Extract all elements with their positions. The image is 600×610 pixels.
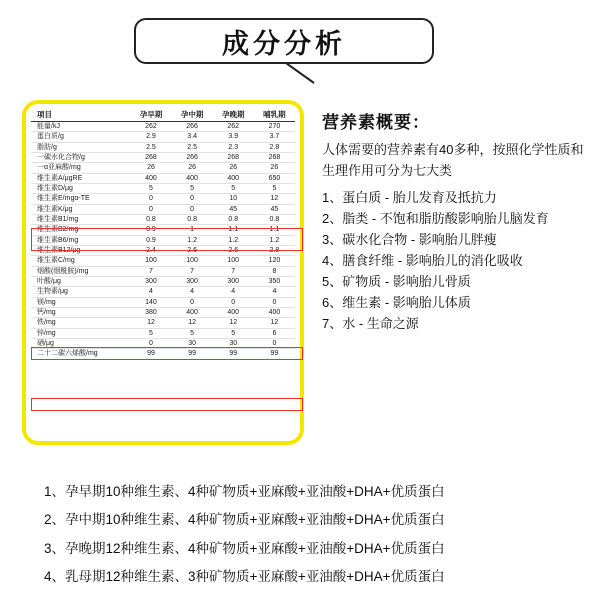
summary-list-item: 7、水 - 生命之源 <box>322 316 419 332</box>
table-row <box>31 308 295 318</box>
cell-item: 维生素B1/mg <box>31 214 130 224</box>
cell-value: 268 <box>254 152 295 162</box>
cell-value: 120 <box>254 256 295 266</box>
stage-formula-item: 1、孕早期10种维生素、4种矿物质+亚麻酸+亚油酸+DHA+优质蛋白 <box>44 484 445 499</box>
cell-value: 1.2 <box>172 235 213 245</box>
cell-value: 6 <box>254 328 295 338</box>
table-row <box>31 225 295 235</box>
col-header-early: 孕早期 <box>130 110 171 121</box>
summary-list-item: 3、碳水化合物 - 影响胎儿胖瘦 <box>322 232 497 248</box>
cell-value: 2.5 <box>172 142 213 152</box>
summary-title: 营养素概要： <box>322 113 430 132</box>
cell-value: 5 <box>130 328 171 338</box>
cell-value: 5 <box>254 183 295 193</box>
nutrition-table-panel <box>22 100 304 445</box>
cell-value: 2.8 <box>254 142 295 152</box>
stage-formula-item: 3、孕晚期12种维生素、4种矿物质+亚麻酸+亚油酸+DHA+优质蛋白 <box>44 540 445 556</box>
cell-value: 0.8 <box>254 214 295 224</box>
cell-item: 一α亚麻酸/mg <box>31 163 130 173</box>
cell-value: 1.1 <box>254 225 295 235</box>
summary-intro: 人体需要的营养素有40多种，按照化学性质和生理作用可分为七大类 <box>322 142 584 179</box>
cell-item: 维生素B12/μg <box>31 246 130 256</box>
cell-value: 3.9 <box>213 132 254 142</box>
table-row <box>31 297 295 307</box>
table-row <box>31 256 295 266</box>
highlight-selenium <box>31 398 303 411</box>
cell-value: 100 <box>172 256 213 266</box>
cell-item: 锌/mg <box>31 328 130 338</box>
cell-item: 叶酸/μg <box>31 277 130 287</box>
table-row <box>31 173 295 183</box>
table-row <box>31 194 295 204</box>
stage-formula-list <box>44 478 564 591</box>
cell-value: 0 <box>172 194 213 204</box>
cell-value: 99 <box>270 350 279 358</box>
cell-value: 2.8 <box>254 246 295 256</box>
table-header-row <box>31 110 295 121</box>
cell-value: 4 <box>213 287 254 297</box>
table-row <box>31 204 295 214</box>
cell-value: 30 <box>213 339 254 349</box>
cell-value: 1.2 <box>213 235 254 245</box>
cell-value: 4 <box>130 287 171 297</box>
cell-item: 生物素/μg <box>31 287 130 297</box>
cell-item: 蛋白质/g <box>31 132 130 142</box>
cell-item: 铁/mg <box>31 318 130 328</box>
title-box <box>134 18 434 64</box>
cell-value: 3.7 <box>254 132 295 142</box>
cell-value: 12 <box>172 318 213 328</box>
title-pointer-icon <box>284 63 318 85</box>
table-row <box>31 235 295 245</box>
summary-list-item: 4、膳食纤维 - 影响胎儿的消化吸收 <box>322 253 523 269</box>
summary-list-item: 5、矿物质 - 影响胎儿骨质 <box>322 274 471 290</box>
col-header-mid: 孕中期 <box>172 110 213 121</box>
cell-value: 45 <box>213 204 254 214</box>
stage-formula-item: 4、乳母期12种维生素、3种矿物质+亚麻酸+亚油酸+DHA+优质蛋白 <box>44 569 445 585</box>
cell-value: 400 <box>213 173 254 183</box>
cell-value: 5 <box>213 328 254 338</box>
cell-value: 400 <box>172 308 213 318</box>
table-row <box>31 266 295 276</box>
cell-value: 0.9 <box>130 235 171 245</box>
cell-value: 99 <box>188 350 196 358</box>
cell-item: 一碳水化合物/g <box>31 152 130 162</box>
table-row <box>31 246 295 256</box>
table-row <box>31 349 295 359</box>
cell-value: 1.1 <box>213 225 254 235</box>
summary-list <box>322 187 584 334</box>
cell-item: 维生素B2/mg <box>31 225 130 235</box>
summary-list-item: 1、蛋白质 - 胎儿发育及抵抗力 <box>322 190 497 206</box>
cell-value: 650 <box>254 173 295 183</box>
cell-value: 140 <box>130 297 171 307</box>
table-row <box>31 121 295 131</box>
cell-value: 0.9 <box>130 225 171 235</box>
cell-value: 2.9 <box>130 132 171 142</box>
stage-formula-item: 2、孕中期10种维生素、4种矿物质+亚麻酸+亚油酸+DHA+优质蛋白 <box>44 512 445 528</box>
cell-value: 266 <box>172 152 213 162</box>
cell-value: 26 <box>130 163 171 173</box>
cell-item: 烟酸(烟酰胺)/mg <box>31 266 130 276</box>
cell-value: 0.8 <box>213 214 254 224</box>
cell-value: 1 <box>172 225 213 235</box>
cell-value: 100 <box>213 256 254 266</box>
table-row <box>31 163 295 173</box>
cell-value: 262 <box>213 121 254 131</box>
cell-value: 300 <box>130 277 171 287</box>
cell-item: 脂肪/g <box>31 142 130 152</box>
table-row <box>31 277 295 287</box>
summary-list-item: 6、维生素 - 影响胎儿体质 <box>322 295 471 311</box>
cell-value: 45 <box>254 204 295 214</box>
cell-value: 1.2 <box>254 235 295 245</box>
cell-item: 维生素D/μg <box>31 183 130 193</box>
table-row <box>31 339 295 349</box>
cell-value: 0.8 <box>130 214 171 224</box>
cell-value: 2.6 <box>213 246 254 256</box>
cell-value: 2.4 <box>130 246 171 256</box>
cell-value: 2.5 <box>130 142 171 152</box>
cell-value: 0 <box>130 339 171 349</box>
table-row <box>31 328 295 338</box>
cell-item: 镁/mg <box>31 297 130 307</box>
table-row <box>31 152 295 162</box>
cell-value: 268 <box>213 152 254 162</box>
cell-value: 400 <box>213 308 254 318</box>
cell-value: 7 <box>130 266 171 276</box>
cell-item: 维生素C/mg <box>31 256 130 266</box>
cell-item: 维生素K/μg <box>31 204 130 214</box>
cell-value: 0 <box>254 339 295 349</box>
cell-value: 30 <box>172 339 213 349</box>
table-row <box>31 183 295 193</box>
cell-value: 400 <box>130 173 171 183</box>
cell-value: 300 <box>213 277 254 287</box>
cell-value: 26 <box>213 163 254 173</box>
cell-item: 硒/μg <box>31 339 130 349</box>
cell-value: 5 <box>213 183 254 193</box>
cell-value: 26 <box>172 163 213 173</box>
cell-value: 7 <box>213 266 254 276</box>
col-header-late: 孕晚期 <box>213 110 254 121</box>
cell-item: 维生素E/mgα-TE <box>31 194 130 204</box>
table-row <box>31 132 295 142</box>
cell-value: 12 <box>130 318 171 328</box>
cell-value: 270 <box>254 121 295 131</box>
cell-value: 4 <box>254 287 295 297</box>
cell-value: 380 <box>130 308 171 318</box>
cell-value: 4 <box>172 287 213 297</box>
nutrition-table <box>31 110 295 359</box>
summary-section <box>322 108 584 334</box>
col-header-lactation: 哺乳期 <box>254 110 295 121</box>
table-row <box>31 214 295 224</box>
cell-item: 钙/mg <box>31 308 130 318</box>
cell-value: 12 <box>254 318 295 328</box>
cell-value: 266 <box>172 121 213 131</box>
cell-value: 400 <box>254 308 295 318</box>
cell-value: 99 <box>147 350 155 358</box>
cell-value: 350 <box>254 277 295 287</box>
cell-value: 400 <box>172 173 213 183</box>
cell-value: 26 <box>254 163 295 173</box>
table-row <box>31 287 295 297</box>
table-row <box>31 318 295 328</box>
summary-list-item: 2、脂类 - 不饱和脂肪酸影响胎儿脑发育 <box>322 211 549 227</box>
cell-value: 10 <box>213 194 254 204</box>
cell-value: 262 <box>130 121 171 131</box>
cell-value: 100 <box>130 256 171 266</box>
cell-value: 5 <box>172 183 213 193</box>
cell-item: 二十二碳六烯酸/mg <box>37 350 98 358</box>
cell-value: 0 <box>172 204 213 214</box>
cell-value: 2.6 <box>172 246 213 256</box>
page-title-banner <box>134 18 434 64</box>
page-title: 成分分析 <box>222 28 346 59</box>
cell-value: 0 <box>172 297 213 307</box>
cell-value: 3.4 <box>172 132 213 142</box>
cell-value: 5 <box>172 328 213 338</box>
cell-value: 12 <box>254 194 295 204</box>
cell-item: 维生素B6/mg <box>31 235 130 245</box>
cell-value: 300 <box>172 277 213 287</box>
table-row <box>31 142 295 152</box>
cell-item: 维生素A/μgRE <box>31 173 130 183</box>
cell-value: 5 <box>130 183 171 193</box>
cell-value: 0 <box>213 297 254 307</box>
cell-value: 12 <box>213 318 254 328</box>
cell-value: 0 <box>130 204 171 214</box>
col-header-item: 项目 <box>31 110 130 121</box>
cell-value: 99 <box>229 350 238 358</box>
cell-value: 0.8 <box>172 214 213 224</box>
cell-value: 7 <box>172 266 213 276</box>
cell-value: 0 <box>130 194 171 204</box>
cell-value: 2.3 <box>213 142 254 152</box>
cell-value: 0 <box>254 297 295 307</box>
cell-item: 能量/kJ <box>31 121 130 131</box>
cell-value: 8 <box>254 266 295 276</box>
cell-value: 268 <box>130 152 171 162</box>
